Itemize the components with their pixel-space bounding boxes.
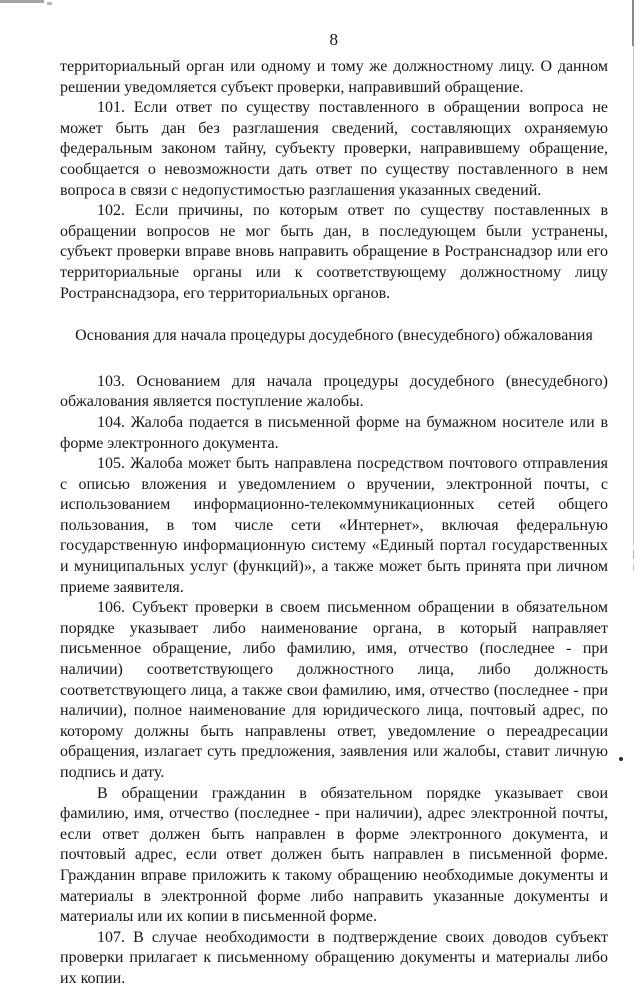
paragraph: 103. Основанием для начала процедуры досудебного (внесудебного) обжалования является поступление жалобы.: [60, 372, 608, 411]
scan-artifact-right-edge-dash: [633, 564, 634, 571]
scan-artifact-top-left-line: [0, 0, 44, 3]
paragraph: 105. Жалоба может быть направлена посредством почтового отправления с описью вложения и уведомлением о вручении, электронной почты, с использованием информационно-телекоммуникационных сетей общего пользования, в том числе сети «Интернет», включая федеральную государственную информационную систему «Единый портал государственных и муниципальных услуг (функций)», а также может быть принята при личном приеме заявителя.: [60, 455, 608, 596]
paragraph: 106. Субъект проверки в своем письменном обращении в обязательном порядке указывает либо наименование органа, в который направляет письменное обращение, либо фамилию, имя, отчество (последнее - при наличии) соответствующего должностного лица, либо должность соответствующего лица, а также свои фамилию, имя, отчество (последнее - при наличии), полное наименование для юридического лица, почтовый адрес, по которому должны быть направлены ответ, уведомление о переадресации обращения, излагает суть предложения, заявления или жалобы, ставит личную подпись и дату.: [60, 599, 608, 781]
paragraph: В обращении гражданин в обязательном порядке указывает свои фамилию, имя, отчество (последнее - при наличии), адрес электронной почты, если ответ должен быть направлен в форме электронного документа, и почтовый адрес, если ответ должен быть направлен в письменной форме. Гражданин вправе приложить к такому обращению необходимые документы и материалы в электронной форме либо направить указанные документы и материалы или их копии в письменной форме.: [60, 784, 608, 926]
paragraph: 102. Если причины, по которым ответ по существу поставленных в обращении вопросов не мог быть дан, в последующем были устранены, субъект проверки вправе вновь направить обращение в Ространснадзор или его территориальные органы или к соответствующему должностному лицу Ространснадзора, его территориальных органов.: [60, 202, 608, 302]
paragraph: 101. Если ответ по существу поставленного в обращении вопроса не может быть дан без разглашения сведений, составляющих охраняемую федеральным законом тайну, субъекту проверки, направившему обращение, сообщается о невозможности дать ответ по существу поставленного в нем вопроса в связи с недопустимостью разглашения указанных сведений.: [60, 99, 608, 199]
page-number: 8: [329, 30, 339, 49]
paragraph: 104. Жалоба подается в письменной форме на бумажном носителе или в форме электронного документа.: [60, 413, 608, 452]
scan-artifact-top-left-dash: [47, 2, 52, 5]
section-heading: Основания для начала процедуры досудебного (внесудебного) обжалования: [75, 327, 593, 345]
scan-artifact-right-edge-dash: [633, 550, 634, 559]
scan-artifact-right-edge-line: [633, 46, 634, 545]
paragraph: территориальный орган или одному и тому же должностному лицу. О данном решении уведомляется субъект проверки, направивший обращение.: [60, 58, 608, 96]
scan-artifact-ink-dot: [619, 757, 623, 761]
paragraph: 107. В случае необходимости в подтверждение своих доводов субъект проверки прилагает к письменному обращению документы и материалы либо их копии.: [60, 928, 608, 987]
document-body: [60, 57, 608, 990]
scan-artifact-right-edge-dark: [632, 0, 634, 46]
